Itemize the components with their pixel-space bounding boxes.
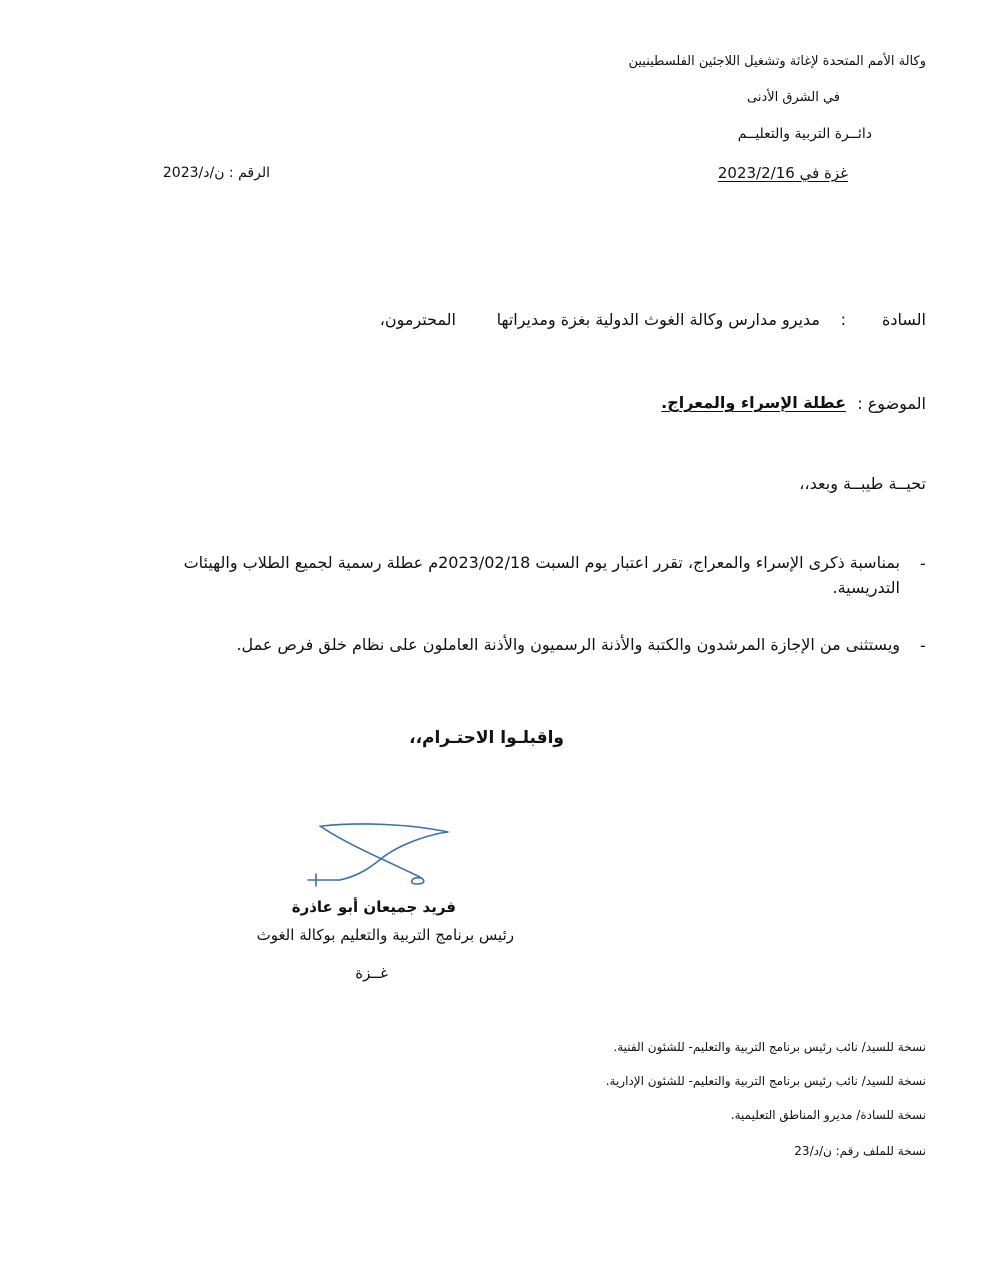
copy-line-1: نسخة للسيد/ نائب رئيس برنامج التربية والتعليم- للشئون الفنية. [613,1040,926,1054]
agency-name: وكالة الأمم المتحدة لإغاثة وتشغيل اللاجئين الفلسطينيين [628,54,926,69]
greeting: تحيــة طيبــة وبعد،، [799,474,926,493]
reference-number: الرقم : ن/د/2023 [162,165,270,181]
recipients-label: السادة [882,310,926,329]
agency-region: في الشرق الأدنى [746,90,840,105]
recipients-honorific: المحترمون، [379,310,456,329]
bullet-dash: - [920,554,926,573]
copy-line-4: نسخة للملف رقم: ن/د/23 [794,1144,926,1158]
department-name: دائــرة التربية والتعليــم [737,126,872,142]
signatory-name: فريد جميعان أبو عاذرة [291,898,456,916]
recipients-names: مديرو مدارس وكالة الغوث الدولية بغزة ومديراتها [496,310,820,329]
closing: واقبلـوا الاحتـرام،، [409,728,564,748]
point-1-line-1: بمناسبة ذكرى الإسراء والمعراج، تقرر اعتبار يوم السبت 2023/02/18م عطلة رسمية لجميع الطلاب والهيئات [183,553,900,572]
subject-text: عطلة الإسراء والمعراج. [661,393,846,412]
point-2-line-1: ويستثنى من الإجازة المرشدون والكتبة والأذنة الرسميون والأذنة العاملون على نظام خلق فرص عمل. [236,635,900,654]
signatory-city: غــزة [355,964,388,982]
point-1-line-2: التدريسية. [832,578,900,597]
copy-line-3: نسخة للسادة/ مديرو المناطق التعليمية. [730,1108,926,1122]
copy-line-2: نسخة للسيد/ نائب رئيس برنامج التربية والتعليم- للشئون الإدارية. [605,1074,926,1088]
bullet-dash: - [920,636,926,655]
letter-date: غزة في 2023/2/16 [717,164,848,182]
handwritten-signature [300,818,460,898]
subject-label: الموضوع : [857,394,926,413]
signatory-title: رئيس برنامج التربية والتعليم بوكالة الغوث [256,926,514,944]
recipients-colon: : [840,310,846,329]
